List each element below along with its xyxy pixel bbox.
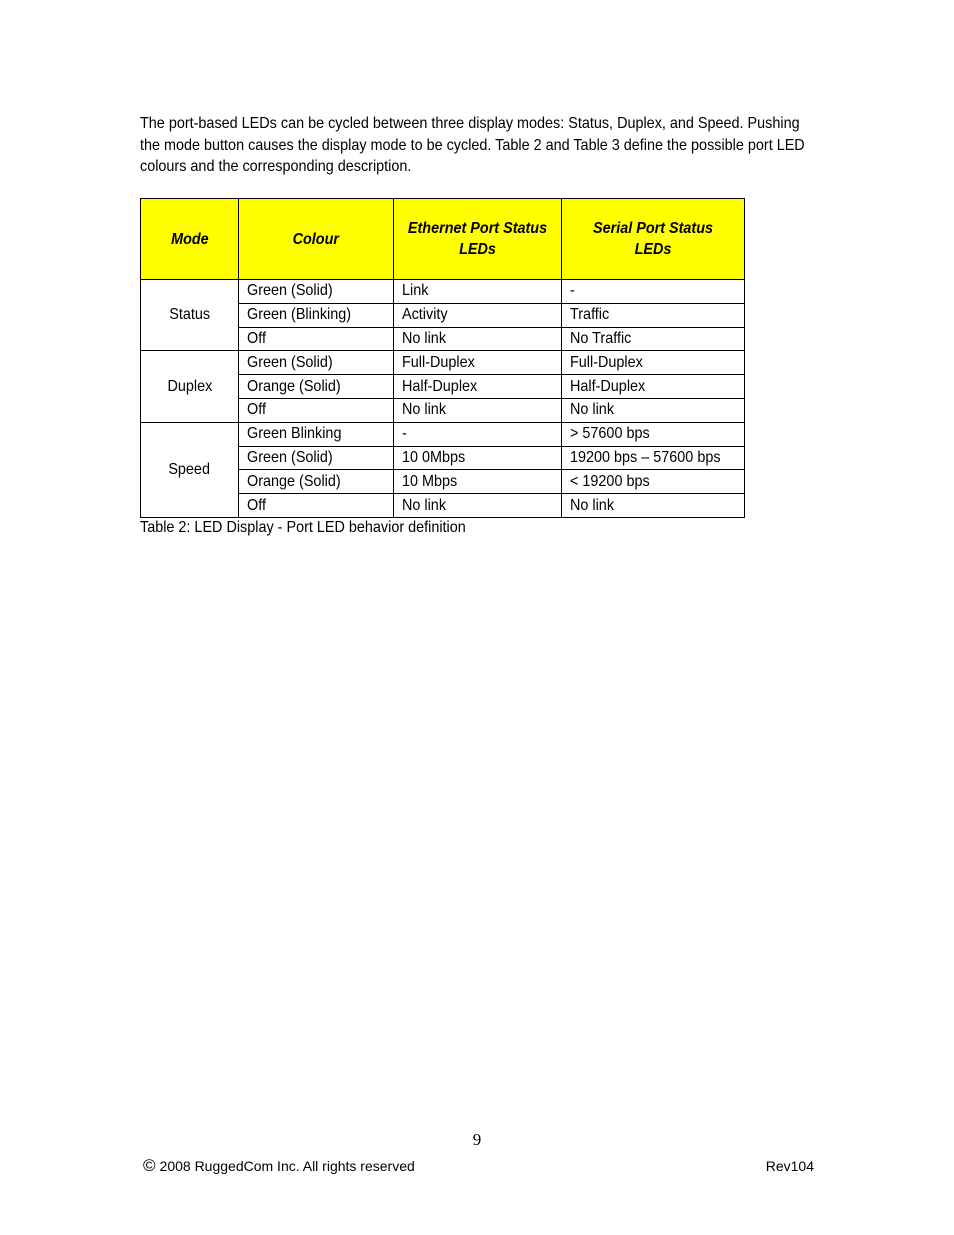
colour-cell: Green Blinking bbox=[239, 422, 394, 446]
mode-cell-status: Status bbox=[141, 280, 239, 351]
colour-cell: Green (Solid) bbox=[239, 351, 394, 375]
ethernet-cell: Full-Duplex bbox=[394, 351, 562, 375]
ethernet-cell: No link bbox=[394, 398, 562, 422]
colour-cell: Green (Solid) bbox=[239, 446, 394, 470]
copyright-text: 2008 RuggedCom Inc. All rights reserved bbox=[159, 1158, 415, 1174]
ethernet-cell: Half-Duplex bbox=[394, 375, 562, 399]
ethernet-cell: No link bbox=[394, 494, 562, 518]
footer-revision: Rev104 bbox=[765, 1158, 814, 1174]
ethernet-cell: Link bbox=[394, 280, 562, 304]
header-serial-status: Serial Port Status LEDs bbox=[562, 199, 745, 280]
ethernet-cell: Activity bbox=[394, 303, 562, 327]
table-header-row bbox=[141, 199, 745, 280]
copyright-symbol: © bbox=[143, 1156, 156, 1175]
header-mode: Mode bbox=[141, 199, 239, 280]
table-caption: Table 2: LED Display - Port LED behavior definition bbox=[140, 519, 466, 536]
header-ethernet-status: Ethernet Port Status LEDs bbox=[394, 199, 562, 280]
header-colour: Colour bbox=[239, 199, 394, 280]
serial-cell: No link bbox=[562, 398, 745, 422]
serial-cell: - bbox=[562, 280, 745, 304]
serial-cell: No Traffic bbox=[562, 327, 745, 351]
colour-cell: Green (Blinking) bbox=[239, 303, 394, 327]
serial-cell: > 57600 bps bbox=[562, 422, 745, 446]
table-row bbox=[141, 422, 745, 446]
serial-cell: Traffic bbox=[562, 303, 745, 327]
colour-cell: Off bbox=[239, 327, 394, 351]
colour-cell: Off bbox=[239, 398, 394, 422]
ethernet-cell: - bbox=[394, 422, 562, 446]
serial-cell: < 19200 bps bbox=[562, 470, 745, 494]
colour-cell: Green (Solid) bbox=[239, 280, 394, 304]
serial-cell: No link bbox=[562, 494, 745, 518]
serial-cell: 19200 bps – 57600 bps bbox=[562, 446, 745, 470]
serial-cell: Full-Duplex bbox=[562, 351, 745, 375]
serial-cell: Half-Duplex bbox=[562, 375, 745, 399]
mode-cell-duplex: Duplex bbox=[141, 351, 239, 422]
intro-paragraph: The port-based LEDs can be cycled between three display modes: Status, Duplex, and Speed. Pushing the mode button causes the display mode to be cycled. Table 2 and Table 3 define the possible port LED colours and the corresponding description. bbox=[140, 115, 805, 175]
colour-cell: Off bbox=[239, 494, 394, 518]
mode-cell-speed: Speed bbox=[141, 422, 239, 517]
colour-cell: Orange (Solid) bbox=[239, 470, 394, 494]
footer-copyright bbox=[143, 1156, 415, 1176]
table-row bbox=[141, 280, 745, 304]
led-behavior-table bbox=[140, 198, 745, 518]
ethernet-cell: 10 Mbps bbox=[394, 470, 562, 494]
ethernet-cell: 10 0Mbps bbox=[394, 446, 562, 470]
ethernet-cell: No link bbox=[394, 327, 562, 351]
colour-cell: Orange (Solid) bbox=[239, 375, 394, 399]
page-number: 9 bbox=[472, 1130, 482, 1149]
table-row bbox=[141, 351, 745, 375]
